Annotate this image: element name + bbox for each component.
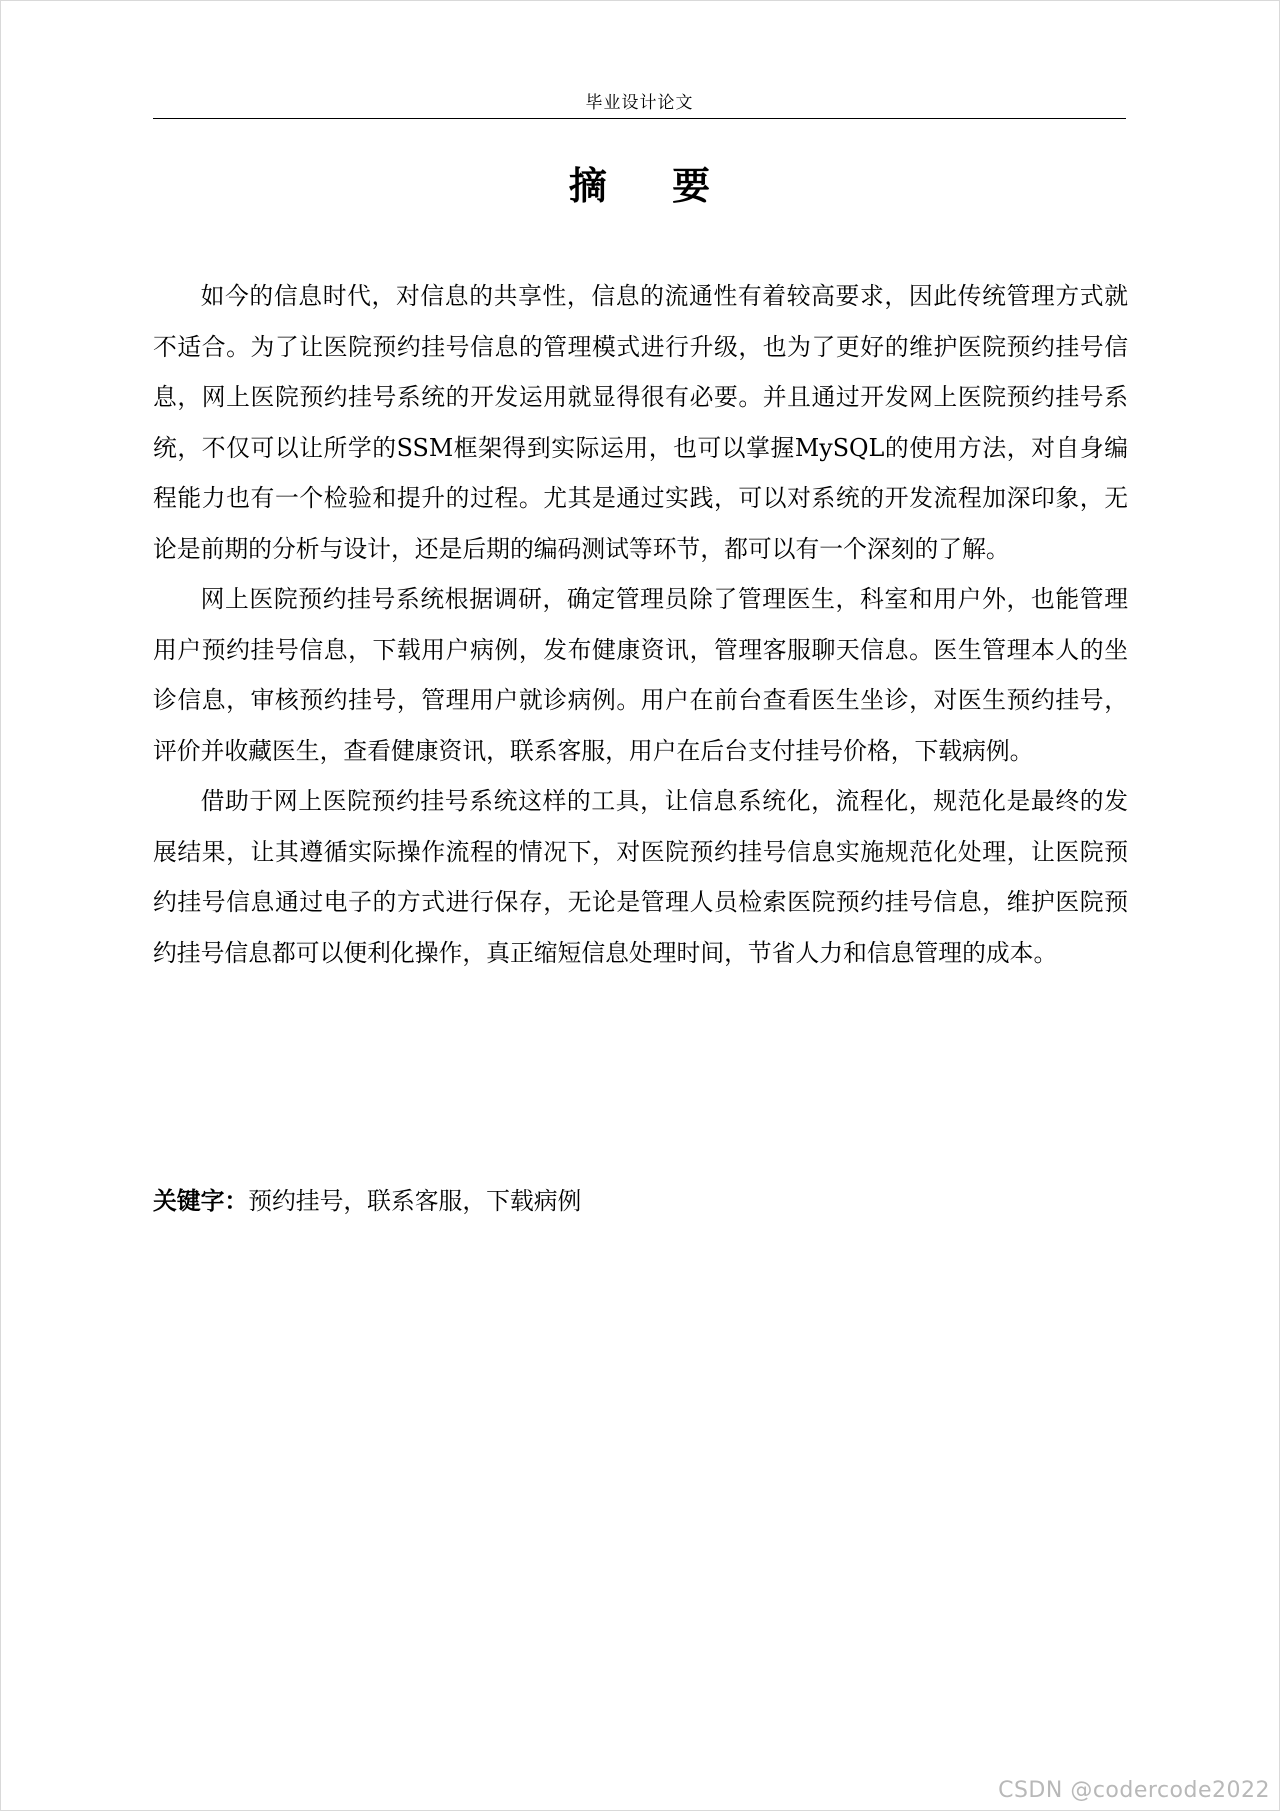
abstract-body xyxy=(153,271,1128,978)
running-header: 毕业设计论文 xyxy=(585,93,694,113)
abstract-paragraph-3: 借助于网上医院预约挂号系统这样的工具，让信息系统化，流程化，规范化是最终的发展结果，让其遵循实际操作流程的情况下，对医院预约挂号信息实施规范化处理，让医院预约挂号信息通过电子的方式进行保存，无论是管理人员检索医院预约挂号信息，维护医院预约挂号信息都可以便利化操作，真正缩短信息处理时间，节省人力和信息管理的成本。 xyxy=(153,787,1128,967)
abstract-title: 摘 要 xyxy=(568,163,737,208)
abstract-paragraph-2: 网上医院预约挂号系统根据调研，确定管理员除了管理医生，科室和用户外，也能管理用户预约挂号信息，下载用户病例，发布健康资讯，管理客服聊天信息。医生管理本人的坐诊信息，审核预约挂号，管理用户就诊病例。用户在前台查看医生坐诊，对医生预约挂号，评价并收藏医生，查看健康资讯，联系客服，用户在后台支付挂号价格，下载病例。 xyxy=(153,585,1128,765)
keywords-line xyxy=(153,1176,1128,1226)
keywords-label: 关键字： xyxy=(153,1187,249,1215)
header-rule xyxy=(153,118,1126,119)
keywords-value: 预约挂号，联系客服，下载病例 xyxy=(248,1187,582,1215)
abstract-paragraph-1: 如今的信息时代，对信息的共享性，信息的流通性有着较高要求，因此传统管理方式就不适合。为了让医院预约挂号信息的管理模式进行升级，也为了更好的维护医院预约挂号信息，网上医院预约挂号系统的开发运用就显得很有必要。并且通过开发网上医院预约挂号系统，不仅可以让所学的SSM框架得到实际运用，也可以掌握MySQL的使用方法，对自身编程能力也有一个检验和提升的过程。尤其是通过实践，可以对系统的开发流程加深印象，无论是前期的分析与设计，还是后期的编码测试等环节，都可以有一个深刻的了解。 xyxy=(153,282,1128,563)
watermark: CSDN @codercode2022 xyxy=(998,1778,1270,1803)
